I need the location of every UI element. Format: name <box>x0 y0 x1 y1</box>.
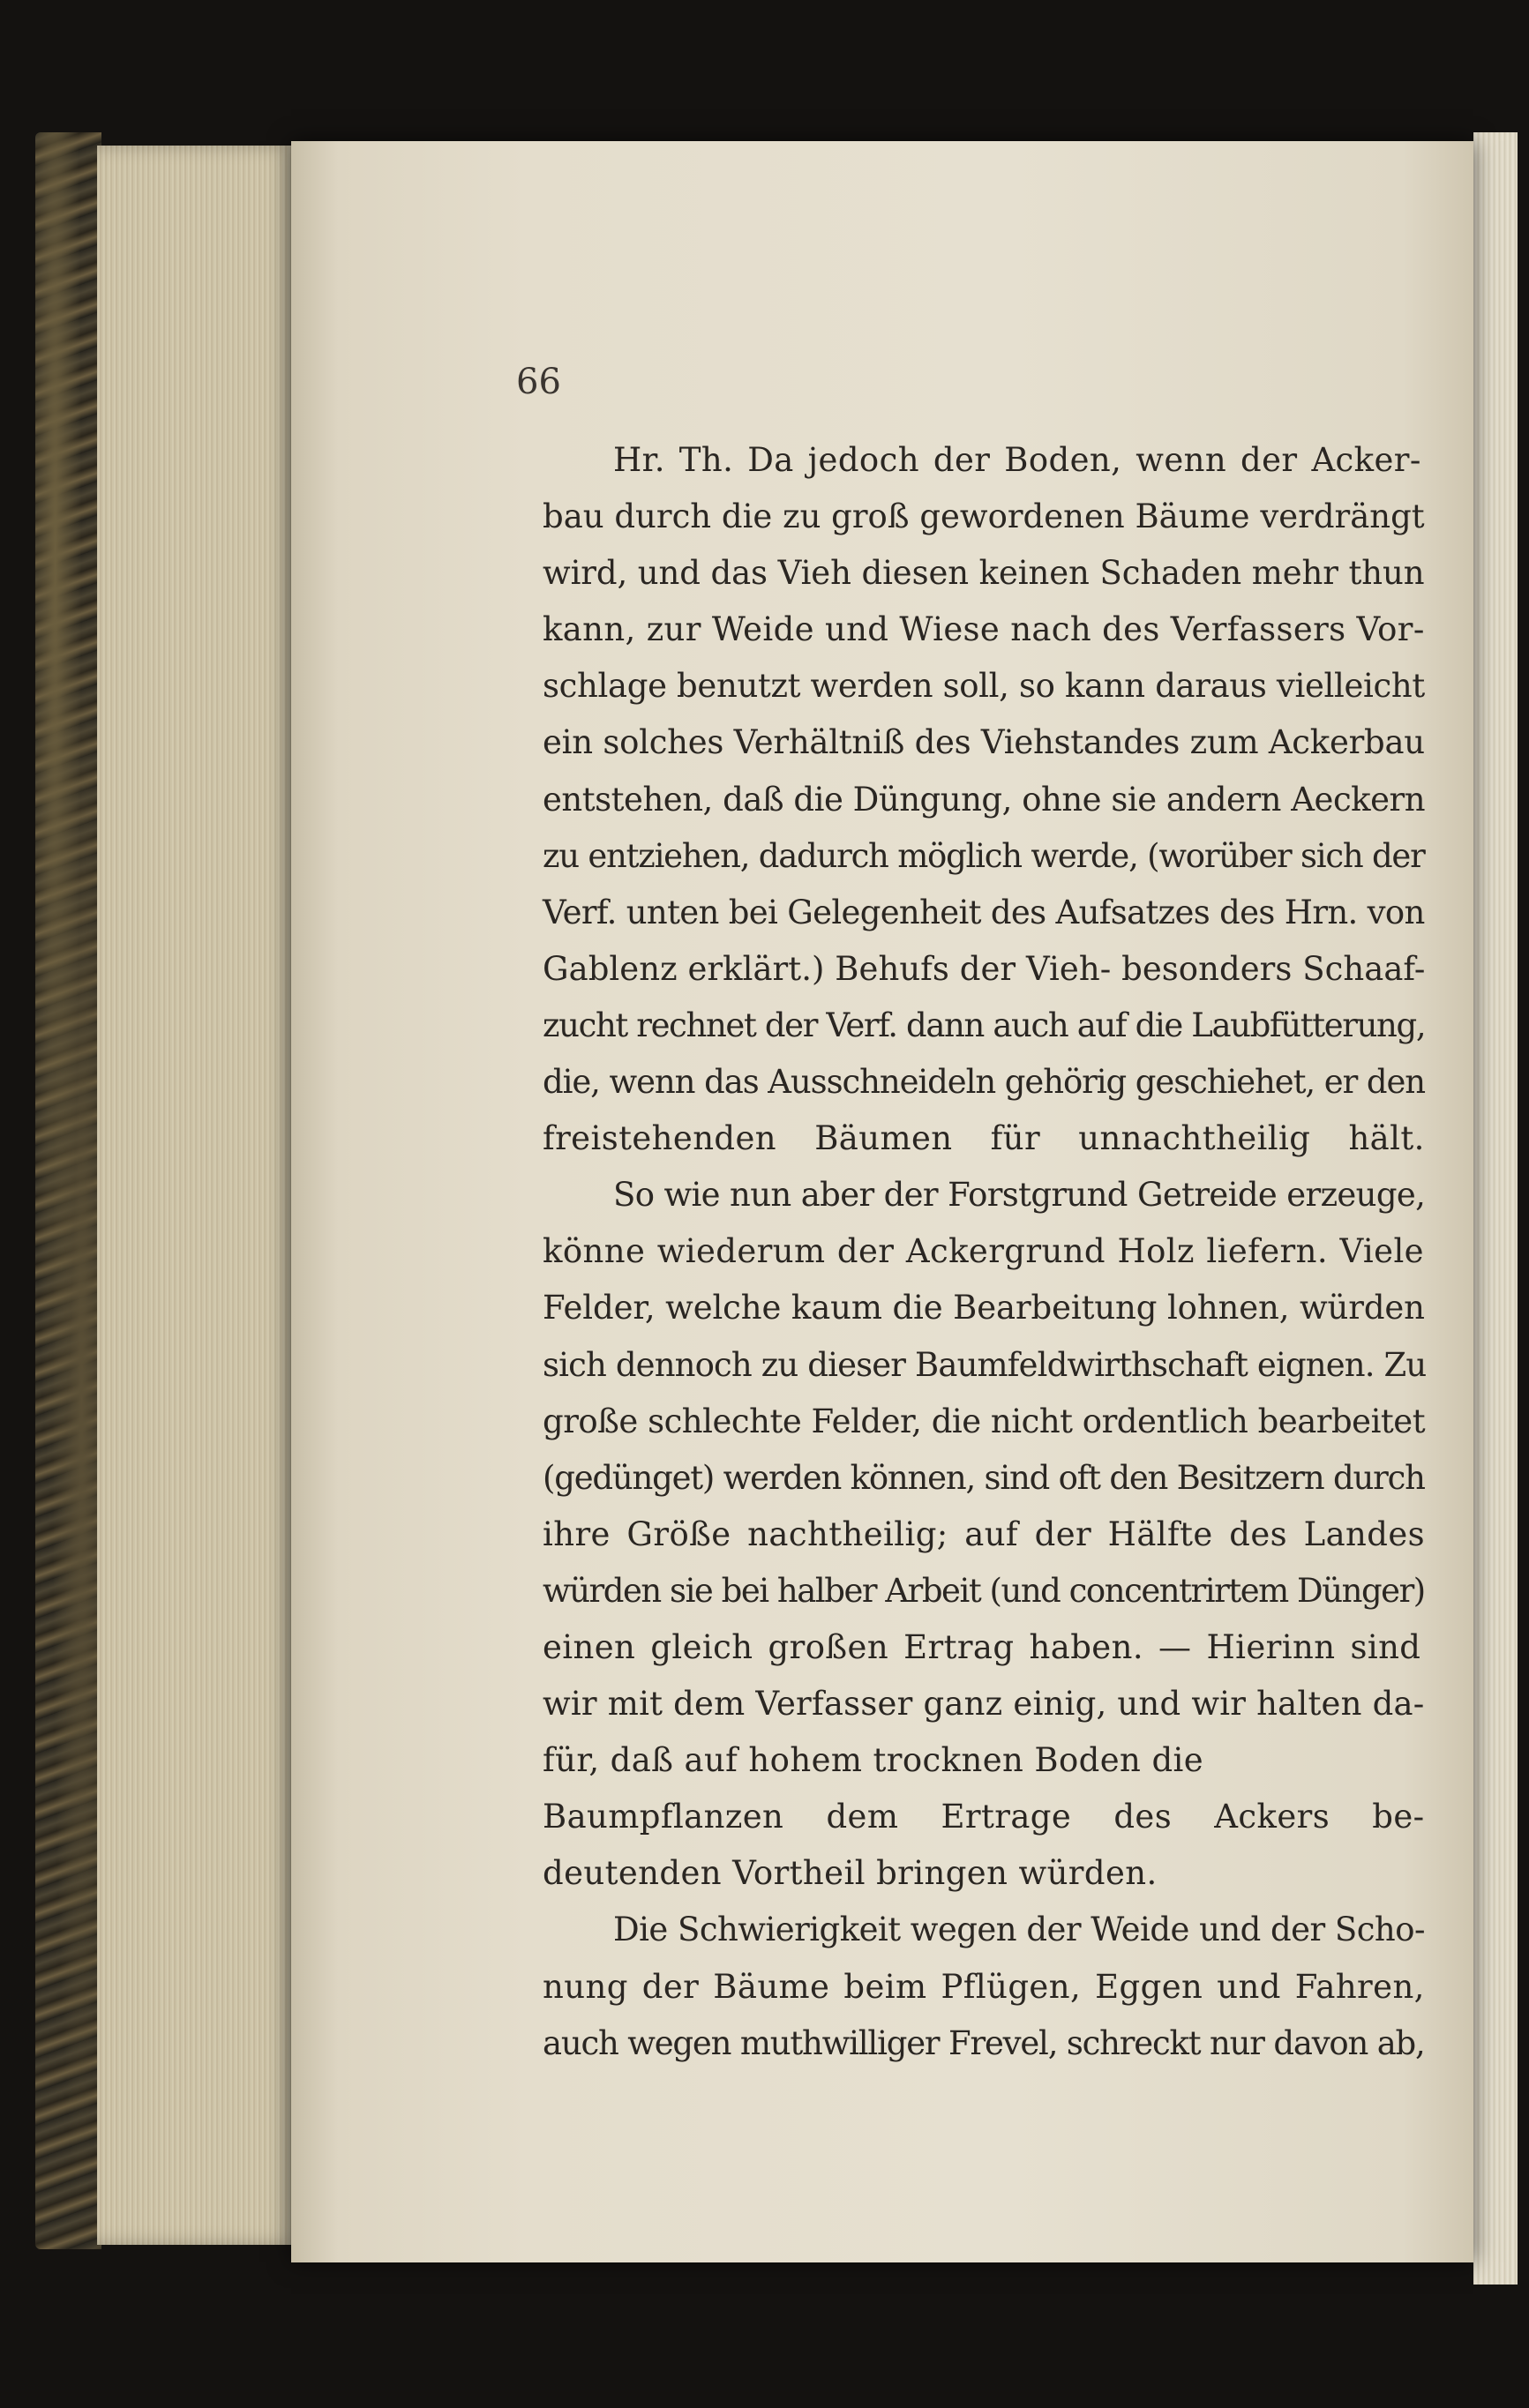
text-line: könne wiederum der Ackergrund Holz liefern. Viele <box>543 1232 1424 1271</box>
text-line: Hr. Th. Da jedoch der Boden, wenn der Acker- <box>613 441 1421 479</box>
text-line: ein solches Verhältniß des Viehstandes zum Ackerbau <box>543 723 1425 762</box>
text-line: zu entziehen, dadurch möglich werde, (worüber sich der <box>543 836 1425 875</box>
text-line: ihre Größe nachtheilig; auf der Hälfte des Landes <box>543 1514 1426 1553</box>
page-edges-left <box>97 146 300 2245</box>
text-line: entstehen, daß die Düngung, ohne sie andern Aeckern <box>543 780 1426 819</box>
text-line: Die Schwierigkeit wegen der Weide und der Scho- <box>613 1911 1425 1949</box>
text-line: die, wenn das Ausschneideln gehörig geschiehet, er den <box>543 1063 1426 1102</box>
text-line: bau durch die zu groß gewordenen Bäume verdrängt <box>543 497 1425 536</box>
text-line: nung der Bäume beim Pflügen, Eggen und Fahren, <box>543 1967 1425 2006</box>
text-line: zucht rechnet der Verf. dann auch auf die Laubfütterung, <box>543 1006 1426 1044</box>
text-line: Felder, welche kaum die Bearbeitung lohnen, würden <box>543 1289 1425 1327</box>
text-line: auch wegen muthwilliger Frevel, schreckt nur davon ab, <box>543 2023 1425 2062</box>
page-edges-right <box>1473 132 1518 2285</box>
page-number: 66 <box>516 362 561 402</box>
text-line: würden sie bei halber Arbeit (und concentrirtem Dünger) <box>543 1571 1425 1610</box>
text-line: sich dennoch zu dieser Baumfeldwirthschaft eignen. Zu <box>543 1345 1427 1384</box>
text-line: Gablenz erklärt.) Behufs der Vieh- besonders Schaaf- <box>543 949 1426 988</box>
text-line: (gedünget) werden können, sind oft den Besitzern durch <box>543 1458 1425 1497</box>
text-line: freistehenden Bäumen für unnachtheilig hält. <box>543 1119 1425 1158</box>
text-line: große schlechte Felder, die nicht ordentlich bearbeitet <box>543 1402 1426 1440</box>
text-line: Verf. unten bei Gelegenheit des Aufsatzes des Hrn. von <box>543 893 1425 931</box>
marbled-cover <box>35 132 101 2249</box>
text-line: So wie nun aber der Forstgrund Getreide erzeuge, <box>613 1176 1426 1215</box>
text-line: deutenden Vortheil bringen würden. <box>543 1854 1158 1893</box>
text-line: Baumpflanzen dem Ertrage des Ackers be- <box>543 1798 1425 1836</box>
text-line: einen gleich großen Ertrag haben. — Hierinn sind <box>543 1627 1421 1666</box>
text-line: für, daß auf hohem trocknen Boden die <box>543 1741 1204 1780</box>
text-line: schlage benutzt werden soll, so kann daraus vielleicht <box>543 667 1425 706</box>
text-line: kann, zur Weide und Wiese nach des Verfassers Vor- <box>543 610 1425 649</box>
body-text <box>543 432 1425 2072</box>
text-line: wir mit dem Verfasser ganz einig, und wir halten da- <box>543 1685 1425 1724</box>
text-line: wird, und das Vieh diesen keinen Schaden mehr thun <box>543 554 1425 593</box>
